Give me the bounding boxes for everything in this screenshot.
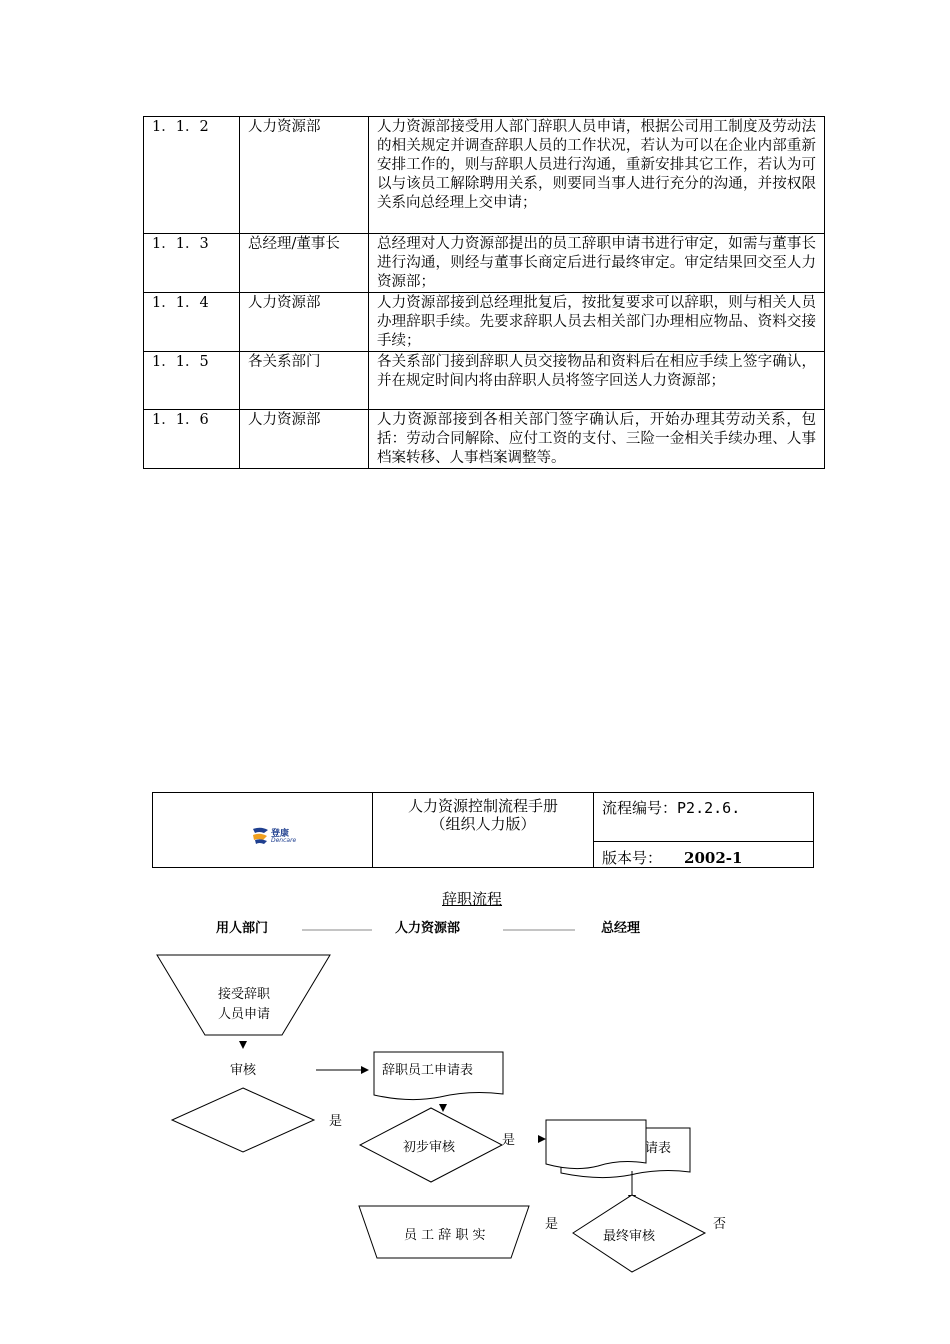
lane-gm: 总经理 [601, 921, 641, 936]
step-description: 人力资源部接受用人部门辞职人员申请，根据公司用工制度及劳动法的相关规定并调查辞职人员的工作状况，若认为可以在企业内部重新安排工作的，则与辞职人员进行沟通，重新安排其它工作，若认为可以与该员工解除聘用关系，则要同当事人进行充分的沟通，并按权限关系向总经理上交申请； [369, 117, 825, 234]
step-number: 1．1．4 [144, 293, 240, 352]
step-department: 人力资源部 [240, 410, 369, 469]
yes-label: 是 [502, 1133, 516, 1148]
manual-title-line2: （组织人力版） [430, 815, 536, 833]
step-description: 各关系部门接到辞职人员交接物品和资料后在相应手续上签字确认，并在规定时间内将由辞职人员将签字回送人力资源部； [369, 352, 825, 410]
step-department: 人力资源部 [240, 293, 369, 352]
process-code-label: 流程编号： [602, 799, 678, 817]
final-label: 最终审核 [603, 1229, 656, 1244]
step-description: 总经理对人力资源部提出的员工辞职申请书进行审定，如需与董事长进行沟通，则经与董事长商定后进行最终审定。审定结果回交至人力资源部； [369, 234, 825, 293]
form2-label: 请表 [645, 1141, 672, 1156]
step-description: 人力资源部接到各相关部门签字确认后，开始办理其劳动关系，包括：劳动合同解除、应付工资的支付、三险一金相关手续办理、人事档案转移、人事档案调整等。 [369, 410, 825, 469]
receive-line2: 人员申请 [217, 1007, 270, 1022]
logo-chinese: 登康 [271, 829, 290, 839]
receive-line1: 接受辞职 [217, 987, 270, 1002]
form2-document-front [546, 1120, 646, 1169]
arrow-down-icon [439, 1104, 447, 1112]
version-label: 版本号： [602, 849, 663, 867]
step-department: 总经理/董事长 [240, 234, 369, 293]
step-number: 1．1．5 [144, 352, 240, 410]
step-description: 人力资源部接到总经理批复后，按批复要求可以辞职，则与相关人员办理辞职手续。先要求辞职人员去相关部门办理相应物品、资料交接手续； [369, 293, 825, 352]
resign-impl-label: 员 工 辞 职 实 [404, 1228, 486, 1243]
step-department: 各关系部门 [240, 352, 369, 410]
process-code-value: P2.2.6. [677, 799, 741, 817]
arrow-down-icon [239, 1041, 247, 1049]
yes-label: 是 [329, 1114, 343, 1129]
manual-title-line1: 人力资源控制流程手册 [407, 797, 558, 815]
version-value: 2002-1 [684, 849, 743, 867]
step-number: 1．1．2 [144, 117, 240, 234]
prelim-label: 初步审核 [403, 1140, 456, 1155]
step-number: 1．1．6 [144, 410, 240, 469]
step-department: 人力资源部 [240, 117, 369, 234]
form1-label: 辞职员工申请表 [382, 1063, 474, 1078]
receive-node-label [204, 985, 284, 1025]
logo-english: Dencare [271, 837, 297, 844]
step-number: 1．1．3 [144, 234, 240, 293]
review-diamond [172, 1088, 314, 1152]
flow-title: 辞职流程 [442, 890, 503, 908]
arrow-right-icon [538, 1135, 546, 1143]
review-label: 审核 [230, 1063, 257, 1078]
yes-label: 是 [545, 1217, 559, 1232]
lane-hr: 人力资源部 [395, 921, 461, 936]
lane-user-dept: 用人部门 [216, 921, 269, 936]
no-label: 否 [713, 1217, 727, 1232]
